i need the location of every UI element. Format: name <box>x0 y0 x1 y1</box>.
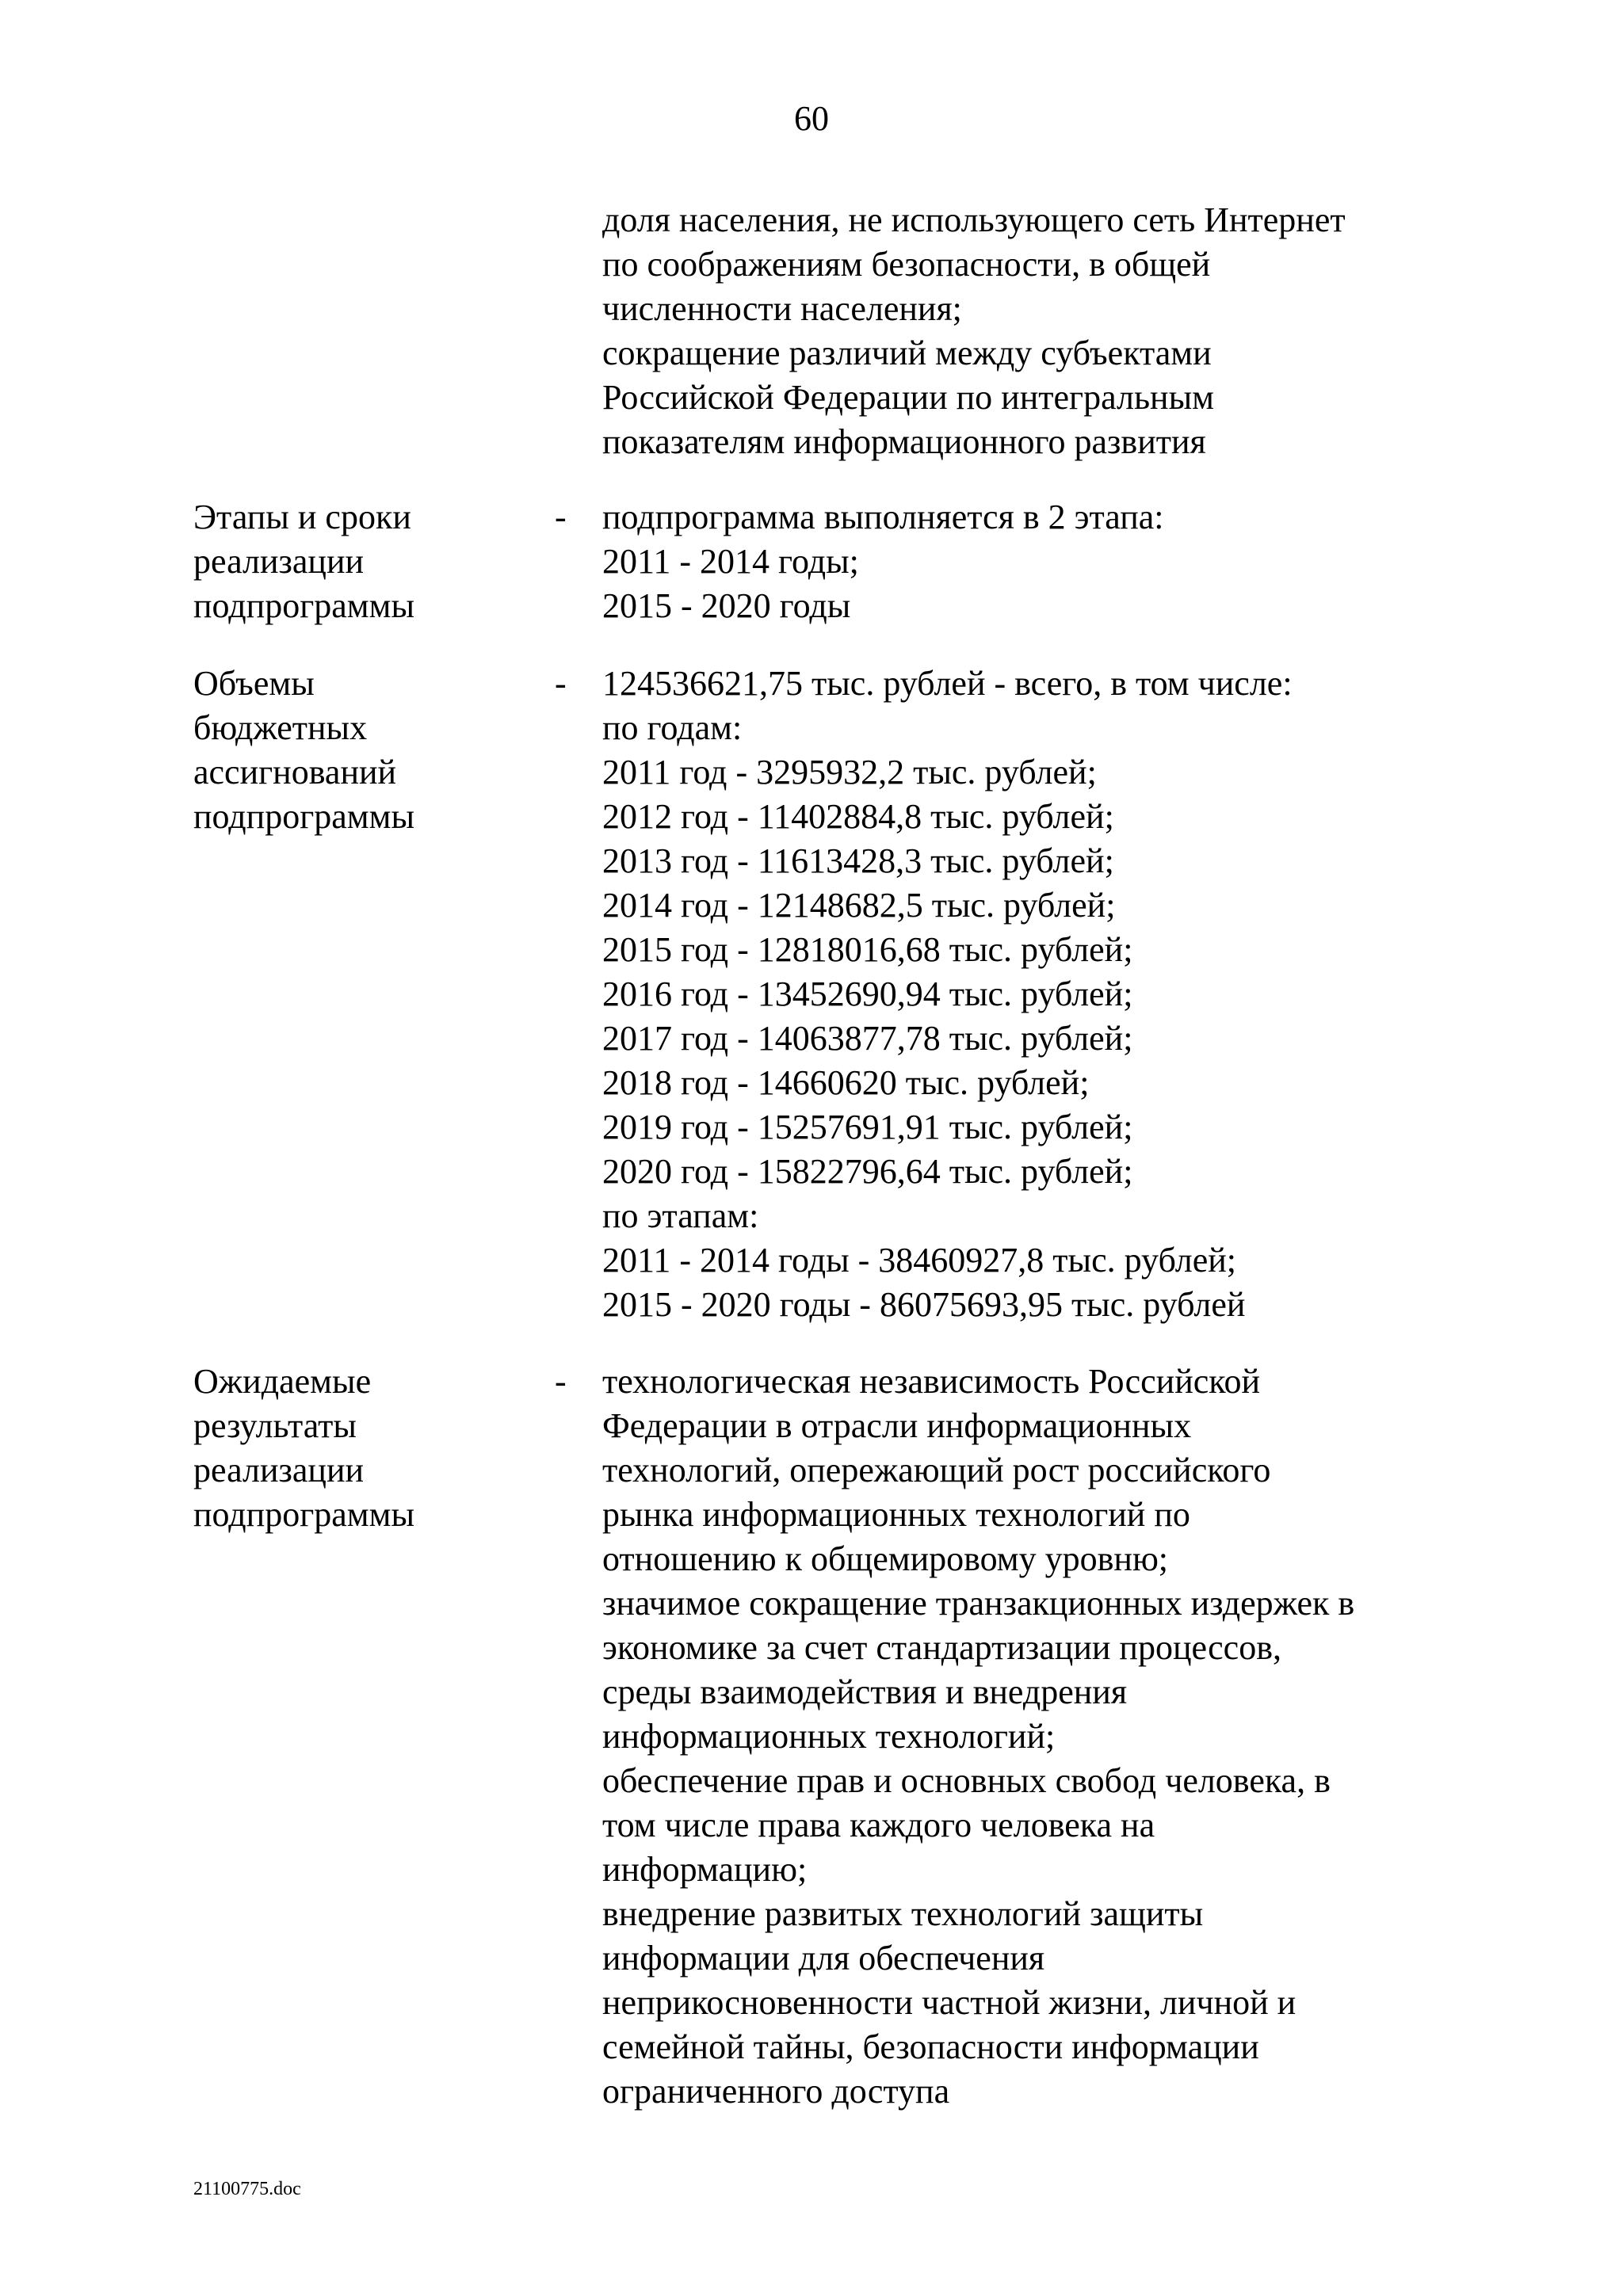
section-dash: - <box>555 498 567 536</box>
section-value-line: 2011 год - 3295932,2 тыс. рублей; <box>602 753 1097 791</box>
section-label-line: подпрограммы <box>193 1495 415 1534</box>
section-value-line: рынка информационных технологий по <box>602 1495 1190 1534</box>
section-dash: - <box>555 1362 567 1401</box>
intro-line: численности населения; <box>602 289 962 328</box>
section-value-line: среды взаимодействия и внедрения <box>602 1672 1128 1711</box>
section-value-line: том числе права каждого человека на <box>602 1806 1155 1844</box>
section-value-line: 2011 - 2014 годы; <box>602 542 859 581</box>
section-value-line: 2019 год - 15257691,91 тыс. рублей; <box>602 1108 1133 1146</box>
section-value-line: неприкосновенности частной жизни, личной и <box>602 1983 1296 2022</box>
intro-line: показателям информационного развития <box>602 422 1206 461</box>
page-number: 60 <box>794 99 829 138</box>
intro-line: доля населения, не использующего сеть Интернет <box>602 200 1346 239</box>
section-value-line: 124536621,75 тыс. рублей - всего, в том числе: <box>602 664 1293 703</box>
section-value-line: 2014 год - 12148682,5 тыс. рублей; <box>602 886 1116 925</box>
section-value-line: по годам: <box>602 708 743 747</box>
section-value-line: внедрение развитых технологий защиты <box>602 1894 1204 1933</box>
section-label-line: подпрограммы <box>193 586 415 625</box>
intro-line: Российской Федерации по интегральным <box>602 378 1214 417</box>
section-value-line: ограниченного доступа <box>602 2072 950 2111</box>
section-label-line: реализации <box>193 1451 365 1489</box>
section-label-line: бюджетных <box>193 708 368 747</box>
section-value-line: 2015 - 2020 годы - 86075693,95 тыс. рублей <box>602 1285 1246 1324</box>
section-value-line: 2013 год - 11613428,3 тыс. рублей; <box>602 841 1114 880</box>
section-label-line: ассигнований <box>193 753 397 791</box>
intro-line: сокращение различий между субъектами <box>602 334 1212 372</box>
section-value-line: экономике за счет стандартизации процессов, <box>602 1628 1281 1667</box>
section-value-line: информации для обеспечения <box>602 1939 1045 1978</box>
section-value-line: 2020 год - 15822796,64 тыс. рублей; <box>602 1152 1133 1191</box>
section-value-line: информацию; <box>602 1850 808 1889</box>
section-value-line: 2012 год - 11402884,8 тыс. рублей; <box>602 797 1114 836</box>
section-label-line: реализации <box>193 542 365 581</box>
footer-filename: 21100775.doc <box>193 2179 301 2199</box>
section-label-line: Объемы <box>193 664 315 703</box>
intro-line: по соображениям безопасности, в общей <box>602 245 1211 284</box>
section-value-line: обеспечение прав и основных свобод человека, в <box>602 1761 1331 1800</box>
section-value-line: технологий, опережающий рост российского <box>602 1451 1271 1489</box>
section-value-line: отношению к общемировому уровню; <box>602 1539 1169 1578</box>
section-value-line: Федерации в отрасли информационных <box>602 1406 1192 1445</box>
section-value-line: 2015 год - 12818016,68 тыс. рублей; <box>602 930 1133 969</box>
section-value-line: семейной тайны, безопасности информации <box>602 2027 1259 2066</box>
section-value-line: по этапам: <box>602 1196 759 1235</box>
section-value-line: технологическая независимость Российской <box>602 1362 1260 1401</box>
section-value-line: значимое сокращение транзакционных издержек в <box>602 1584 1355 1623</box>
section-label-line: Ожидаемые <box>193 1362 372 1401</box>
section-label-line: результаты <box>193 1406 357 1445</box>
section-value-line: 2018 год - 14660620 тыс. рублей; <box>602 1063 1090 1102</box>
section-label-line: Этапы и сроки <box>193 498 411 536</box>
section-value-line: информационных технологий; <box>602 1717 1056 1756</box>
section-value-line: 2016 год - 13452690,94 тыс. рублей; <box>602 974 1133 1013</box>
section-value-line: 2011 - 2014 годы - 38460927,8 тыс. рублей; <box>602 1241 1237 1280</box>
section-value-line: 2015 - 2020 годы <box>602 586 851 625</box>
section-label-line: подпрограммы <box>193 797 415 836</box>
section-value-line: подпрограмма выполняется в 2 этапа: <box>602 498 1164 536</box>
section-dash: - <box>555 664 567 703</box>
section-value-line: 2017 год - 14063877,78 тыс. рублей; <box>602 1019 1133 1058</box>
